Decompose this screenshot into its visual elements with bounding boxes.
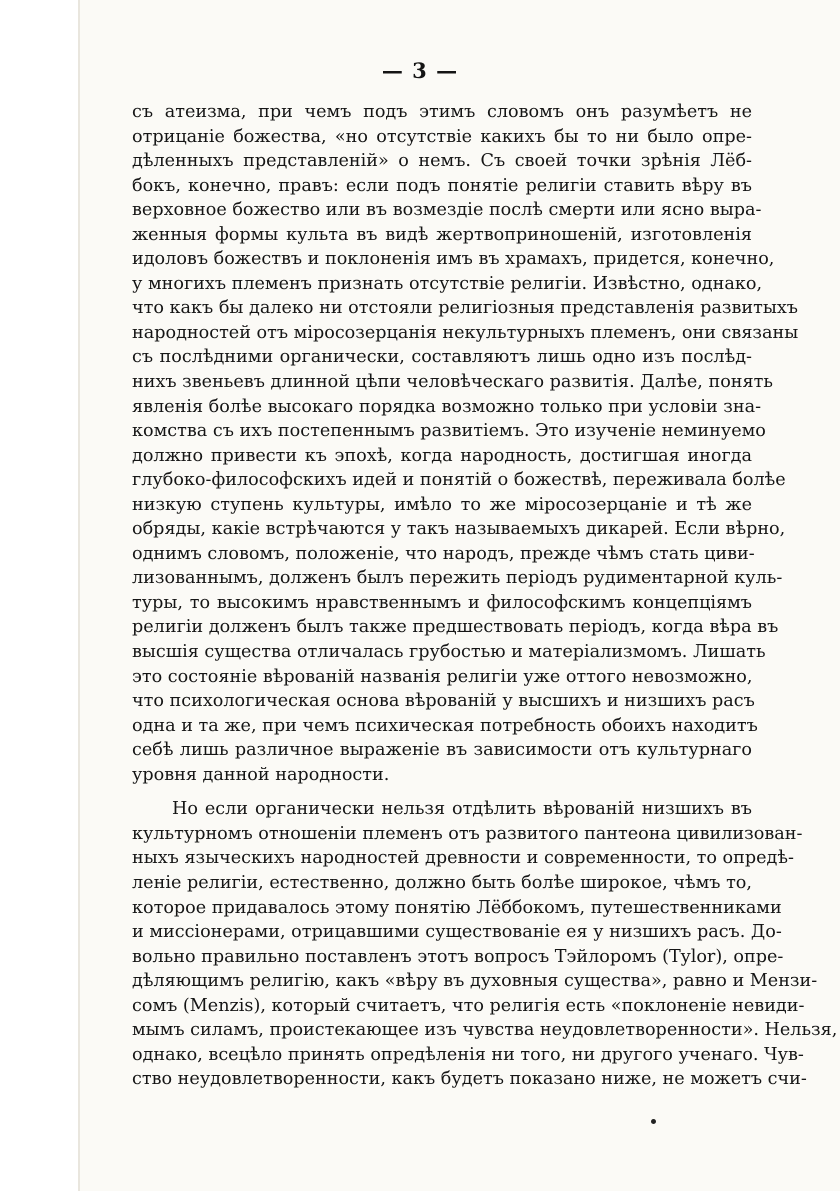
text-line: и миссіонерами, отрицавшими существованіе ея у низшихъ расъ. До- <box>132 922 782 943</box>
text-line: отрицаніе божества, «но отсутствіе какихъ бы то ни было опре- <box>132 126 752 147</box>
body-text <box>132 100 838 1092</box>
text-line: лизованнымъ, долженъ былъ пережить періодъ рудиментарной куль- <box>132 568 783 589</box>
text-line: комства съ ихъ постепеннымъ развитіемъ. Это изученіе неминуемо <box>132 421 766 442</box>
text-line: верховное божество или въ возмездіе послѣ смерти или ясно выра- <box>132 200 762 221</box>
page-number: — 3 — <box>381 58 459 83</box>
text-line: низкую ступень культуры, имѣло то же міросозерцаніе и тѣ же <box>132 494 752 515</box>
paragraph-2 <box>132 797 838 1092</box>
text-line: глубоко-философскихъ идей и понятій о божествѣ, переживала болѣе <box>132 470 786 491</box>
text-line: съ послѣдними органически, составляютъ лишь одно изъ послѣд- <box>132 347 752 368</box>
text-line: что психологическая основа вѣрованій у высшихъ и низшихъ расъ <box>132 691 755 712</box>
text-line: народностей отъ міросозерцанія некультурныхъ племенъ, они связаны <box>132 322 799 343</box>
text-line: ство неудовлетворенности, какъ будетъ показано ниже, не можетъ счи- <box>132 1069 807 1090</box>
text-line: религіи долженъ былъ также предшествовать періодъ, когда вѣра въ <box>132 617 779 638</box>
ink-dot <box>651 1119 656 1124</box>
text-line: уровня данной народности. <box>132 764 390 785</box>
text-line: у многихъ племенъ признать отсутствіе религіи. Извѣстно, однако, <box>132 273 763 294</box>
text-line: дѣляющимъ религію, какъ «вѣру въ духовныя существа», равно и Мензи- <box>132 971 818 992</box>
text-line: вольно правильно поставленъ этотъ вопросъ Тэйлоромъ (Tylor), опре- <box>132 946 784 967</box>
text-line: высшія существа отличалась грубостью и матеріализмомъ. Лишать <box>132 642 766 663</box>
text-line: однимъ словомъ, положеніе, что народъ, прежде чѣмъ стать циви- <box>132 543 755 564</box>
text-line: обряды, какіе встрѣчаются у такъ называемыхъ дикарей. Если вѣрно, <box>132 519 786 540</box>
text-line: должно привести къ эпохѣ, когда народность, достигшая иногда <box>132 445 752 466</box>
text-line: это состояніе вѣрованій названія религіи уже оттого невозможно, <box>132 666 753 687</box>
text-line: сомъ (Menzis), который считаетъ, что религія есть «поклоненіе невиди- <box>132 995 805 1016</box>
page-edge <box>78 0 80 1191</box>
text-line: мымъ силамъ, проистекающее изъ чувства неудовлетворенности». Нельзя, <box>132 1020 838 1041</box>
text-line: идоловъ божествъ и поклоненія имъ въ храмахъ, придется, конечно, <box>132 249 775 270</box>
paragraph-1 <box>132 100 799 787</box>
text-line: что какъ бы далеко ни отстояли религіозныя представленія развитыхъ <box>132 298 798 319</box>
text-line: Но если органически нельзя отдѣлить вѣрованій низшихъ въ <box>172 799 752 820</box>
text-line: нихъ звеньевъ длинной цѣпи человѣческаго развитія. Далѣе, понять <box>132 372 773 393</box>
text-line: себѣ лишь различное выраженіе въ зависимости отъ культурнаго <box>132 740 752 761</box>
text-line: одна и та же, при чемъ психическая потребность обоихъ находитъ <box>132 715 758 736</box>
text-line: бокъ, конечно, правъ: если подъ понятіе религіи ставить вѣру въ <box>132 175 752 196</box>
text-line: съ атеизма, при чемъ подъ этимъ словомъ онъ разумѣетъ не <box>132 102 752 122</box>
text-line: культурномъ отношеніи племенъ отъ развитого пантеона цивилизован- <box>132 823 803 844</box>
text-line: женныя формы культа въ видѣ жертвоприношеній, изготовленія <box>132 224 752 245</box>
text-line: которое придавалось этому понятію Лёббокомъ, путешественниками <box>132 897 782 918</box>
text-line: однако, всецѣло принять опредѣленія ни того, ни другого ученаго. Чув- <box>132 1044 804 1065</box>
text-line: леніе религіи, естественно, должно быть болѣе широкое, чѣмъ то, <box>132 872 752 893</box>
text-line: ныхъ языческихъ народностей древности и современности, то опредѣ- <box>132 848 794 869</box>
text-line: дѣленныхъ представленій» о немъ. Съ своей точки зрѣнія Лёб- <box>132 151 752 172</box>
text-line: явленія болѣе высокаго порядка возможно только при условіи зна- <box>132 396 762 417</box>
text-line: туры, то высокимъ нравственнымъ и философскимъ концепціямъ <box>132 592 752 613</box>
